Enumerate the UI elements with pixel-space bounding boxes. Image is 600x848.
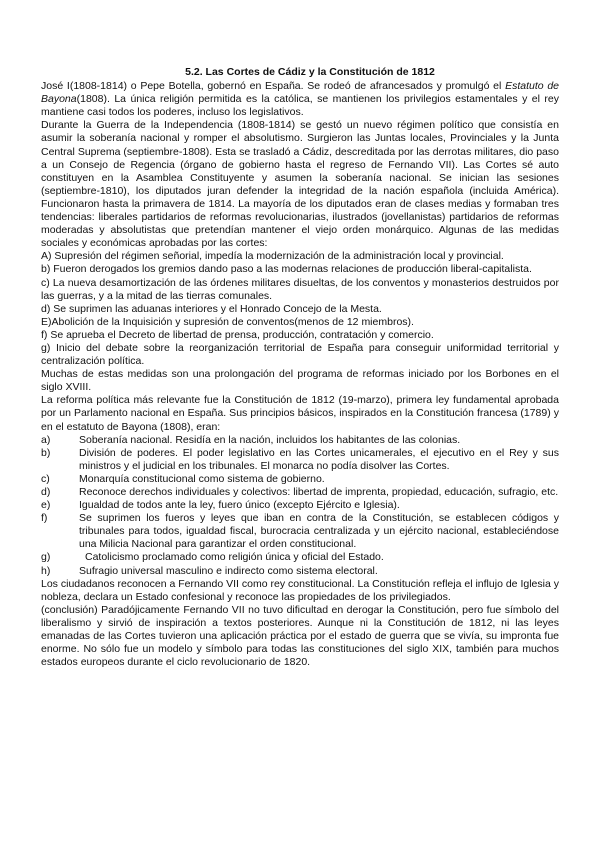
- measure-item: A) Supresión del régimen señorial, impedía la modernización de la administración local y provincial.: [41, 250, 504, 263]
- paragraph-fernando-vii: Los ciudadanos reconocen a Fernando VII como rey constitucional. La Constitución refleja el influjo de Iglesia y nobleza, declara un Estado confesional y reconoce las propiedades de los privilegiados.: [41, 577, 559, 603]
- principle-text: Catolicismo proclamado como religión única y oficial del Estado.: [85, 551, 384, 564]
- principle-item: [41, 551, 559, 564]
- measure-item: f) Se aprueba el Decreto de libertad de prensa, producción, contratación y comercio.: [41, 328, 434, 341]
- paragraph-jose-i-end: (1808). La única religión permitida es la católica, se mantienen los privilegios estamentales y el rey mantiene casi todos los poderes, incluso los legislativos.: [41, 93, 559, 119]
- paragraph-borbones: Muchas de estas medidas son una prolongación del programa de reformas iniciado por los Borbones en el siglo XVIII.: [41, 368, 559, 394]
- measures-list: [41, 250, 559, 368]
- principle-label: f): [41, 512, 48, 525]
- paragraph-jose-i: [41, 80, 559, 119]
- estatuto-bayona-emphasis: Estatuto de Bayona: [41, 80, 559, 106]
- measure-item: b) Fueron derogados los gremios dando paso a las modernas relaciones de producción liberal-capitalista.: [41, 263, 532, 276]
- principles-list: [41, 434, 559, 578]
- paragraph-jose-i-start: José I(1808-1814) o Pepe Botella, gobernó en España. Se rodeó de afrancesados y promulgó el: [41, 80, 506, 93]
- measure-item: d) Se suprimen las aduanas interiores y el Honrado Concejo de la Mesta.: [41, 302, 382, 315]
- principle-item: [41, 434, 559, 447]
- principle-text: Reconoce derechos individuales y colectivos: libertad de imprenta, propiedad, educación, sufragio, etc.: [79, 486, 559, 498]
- paragraph-conclusion: (conclusión) Paradójicamente Fernando VII no tuvo dificultad en derogar la Constitución, pero fue símbolo del liberalismo y sirvió de inspiración a textos posteriores. Aunque ni la Constitución de 1812, ni las leyes emanadas de las Cortes tuvieron una aplicación práctica por el estado de guerra que se vivía, su impronta fue enorme. No sólo fue un modelo y símbolo para todas las constituciones del siglo XIX, también para muchos estados europeos durante el ciclo revolucionario de 1820.: [41, 603, 559, 669]
- principle-item: [41, 486, 559, 499]
- principle-label: h): [41, 564, 51, 577]
- measure-item: g) Inicio del debate sobre la reorganización territorial de España para conseguir uniformidad territorial y centralización política.: [41, 341, 559, 368]
- principle-label: e): [41, 499, 51, 512]
- principle-label: d): [41, 486, 51, 498]
- document-page: [41, 66, 559, 669]
- principle-label: g): [41, 551, 51, 564]
- document-title: 5.2. Las Cortes de Cádiz y la Constitución de 1812: [185, 66, 435, 78]
- principle-label: b): [41, 446, 51, 459]
- principle-item: [41, 499, 559, 512]
- paragraph-constitucion-1812: La reforma política más relevante fue la Constitución de 1812 (19-marzo), primera ley fundamental aprobada por un Parlamento nacional en España. Sus principios básicos, inspirados en la Constitución francesa (1789) y en el estatuto de Bayona (1808), eran:: [41, 394, 559, 433]
- principle-text: Monarquía constitucional como sistema de gobierno.: [79, 472, 325, 485]
- principle-label: a): [41, 433, 51, 446]
- principle-item: [41, 473, 559, 486]
- principle-item: [41, 447, 559, 473]
- principle-item: [41, 565, 559, 578]
- measure-item: E)Abolición de la Inquisición y supresión de conventos(menos de 12 miembros).: [41, 315, 414, 328]
- measure-item: c) La nueva desamortización de las órdenes militares disueltas, de los conventos y monasterios destruidos por las guerras, y a la mitad de las tierras comunales.: [41, 276, 559, 302]
- principle-item: [41, 512, 559, 551]
- principle-text: Soberanía nacional. Residía en la nación, incluidos los habitantes de las colonias.: [79, 433, 461, 446]
- principle-label: c): [41, 472, 50, 485]
- paragraph-guerra-independencia: Durante la Guerra de la Independencia (1808-1814) se gestó un nuevo régimen político que consistía en asumir la soberanía nacional y romper el absolutismo. Surgieron las Juntas locales, Provinciales y la Junta Central Suprema (septiembre-1808). Esta se trasladó a Cádiz, descreditada por las derrotas militares, dio paso a un Consejo de Regencia (órgano de gobierno hasta el regreso de Fernando VII). Las Cortes sé auto constituyen en la Asamblea Constituyente y asumen la soberanía nacional. Se inician las sesiones (septiembre-1810), los diputados juran defender la integridad de la nación española (incluida América). Funcionaron hasta la primavera de 1814. La mayoría de los diputados eran de clases medias y formaban tres tendencias: liberales partidarios de reformas revolucionarias, ilustrados (jovellanistas) partidarios de reformas moderadas y absolutistas que pretendían mantener el viejo orden monárquico. Algunas de las medidas sociales y económicas aprobadas por las cortes:: [41, 119, 559, 250]
- principle-text: División de poderes. El poder legislativo en las Cortes unicamerales, el ejecutivo en el Rey y sus ministros y el judicial en los tribunales. El monarca no podía disolver las Cortes.: [79, 446, 559, 472]
- principle-text: Igualdad de todos ante la ley, fuero único (excepto Ejército e Iglesia).: [79, 499, 400, 512]
- principle-text: Se suprimen los fueros y leyes que iban en contra de la Constitución, se establecen códigos y tribunales para todos, igualdad fiscal, burocracia centralizada y un ejército nacional, estableciéndose una Milicia Nacional para garantizar el orden constitucional.: [79, 512, 559, 551]
- principle-text: Sufragio universal masculino e indirecto como sistema electoral.: [79, 564, 378, 577]
